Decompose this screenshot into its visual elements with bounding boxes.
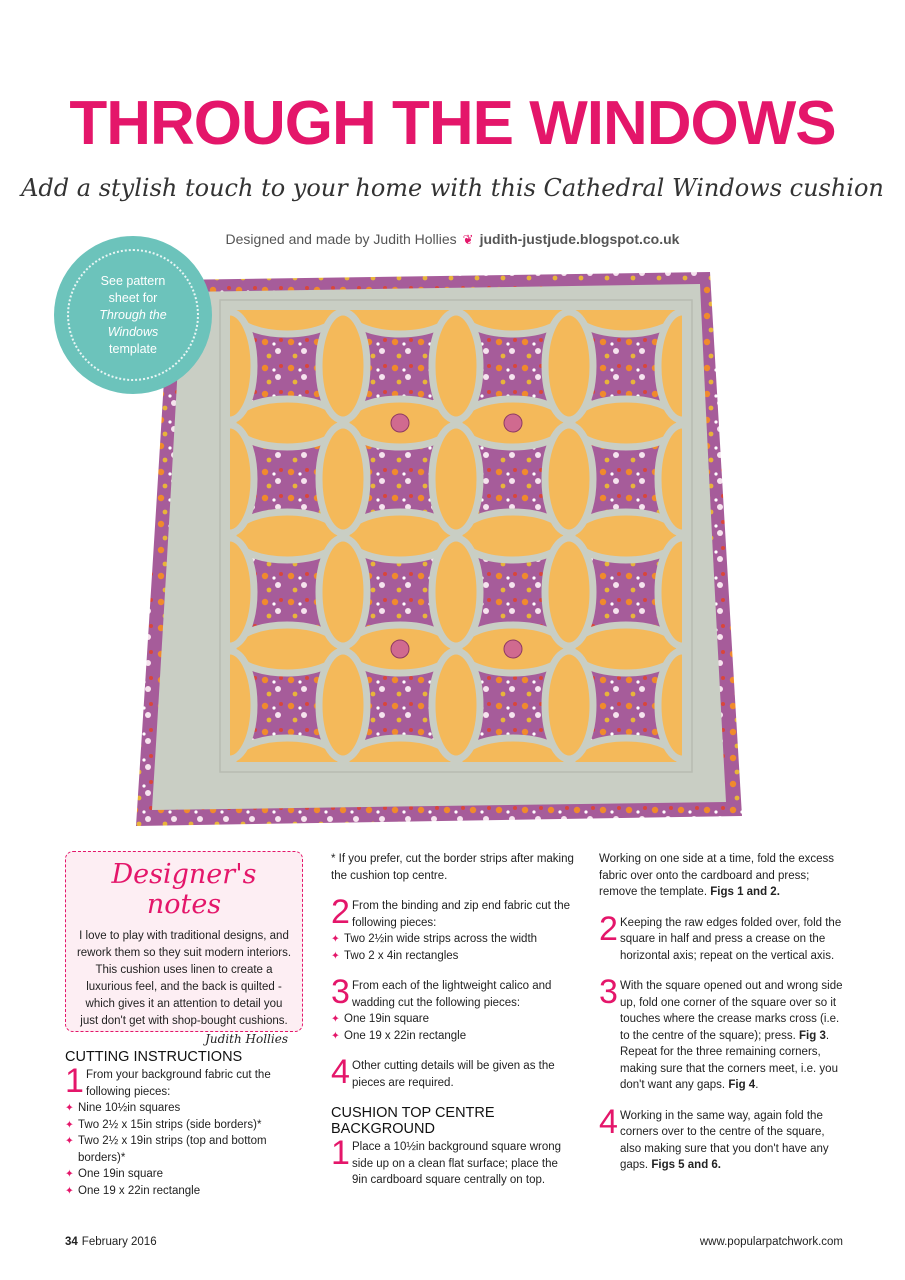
list-item: ✦ One 19in square — [331, 1011, 576, 1028]
issue-date: February 2016 — [81, 1236, 157, 1248]
list-item: ✦ One 19in square — [65, 1166, 305, 1183]
step-number: 3 — [331, 973, 350, 1011]
step-text-part: . Repeat for the three remaining corners, making sure that the corners meet, i.e. you don't want any gaps. — [620, 1029, 838, 1091]
list-item: ✦ Two 2½ x 15in strips (side borders)* — [65, 1117, 305, 1134]
cutting-heading: CUTTING INSTRUCTIONS — [65, 1049, 243, 1065]
subtitle: Add a stylish touch to your home with this Cathedral Windows cushion — [21, 174, 884, 202]
step-text-part: With the square opened out and wrong side up, fold one corner of the square over so it touches where the crease marks cross (i.e. to the centre of the square); press. — [620, 980, 843, 1042]
border-note: * If you prefer, cut the border strips after making the cushion top centre. — [331, 853, 574, 882]
list-item: ✦ Two 2½in wide strips across the width — [331, 931, 576, 948]
figure-ref: Fig 3 — [799, 1029, 826, 1042]
figure-ref: Fig 4 — [728, 1079, 756, 1091]
pattern-sheet-badge — [58, 240, 208, 390]
background-heading: CUSHION TOP CENTRE BACKGROUND — [331, 1105, 495, 1137]
cutting-step-2-list — [331, 931, 576, 964]
designer-notes-title: Designer's notes — [111, 859, 257, 920]
step-number: 2 — [599, 909, 618, 948]
website-link[interactable]: www.popularpatchwork.com — [699, 1236, 843, 1248]
step-number: 1 — [331, 1134, 350, 1172]
page-number: 34 — [65, 1236, 78, 1248]
designer-notes-box — [65, 851, 303, 1046]
paragraph-text: Working on one side at a time, fold the excess fabric over onto the cardboard and press; remove the template. — [599, 853, 835, 898]
step-number: 2 — [331, 893, 350, 931]
background-step-1 — [331, 1134, 576, 1189]
badge-line-1: See pattern — [100, 273, 166, 288]
step-text — [620, 1108, 844, 1174]
background-step-2 — [599, 909, 844, 965]
credit-text: Designed and made by Judith Hollies — [225, 231, 457, 247]
credit-url: judith-justjude.blogspot.co.uk — [479, 231, 680, 247]
background-step-3 — [599, 973, 844, 1094]
list-item: ✦ One 19 x 22in rectangle — [65, 1183, 305, 1200]
step-text-part: Working in the same way, again fold the corners over to the centre of the square, also making sure that you don't have any gaps. — [620, 1109, 829, 1171]
cutting-step-3 — [331, 973, 576, 1011]
step-number: 3 — [599, 973, 618, 1011]
step-number: 4 — [599, 1102, 618, 1141]
step-text: From each of the lightweight calico and wadding cut the following pieces: — [352, 980, 552, 1009]
cushion-photo — [130, 258, 770, 833]
background-step-4 — [599, 1102, 844, 1174]
step-number: 4 — [331, 1053, 350, 1091]
step-number: 1 — [65, 1062, 84, 1100]
cutting-step-1-list — [65, 1100, 305, 1199]
cutting-step-1 — [65, 1062, 305, 1100]
cutting-continued-column — [331, 851, 576, 1189]
badge-line-3: Through the — [99, 307, 167, 322]
step-text: With the square opened out and wrong side up, fold one corner of the square over so it touches where the crease marks cross (i.e. to the centre of the square); press. Fig 3. Repeat for the three remaining corners, making sure that the corners meet, i.e. you don't want any gaps. Fig 4. — [620, 980, 843, 1091]
designer-notes-body: I love to play with traditional designs, and rework them so they suit modern interiors. This cushion uses linen to create a luxurious feel, and the back is quilted - which gives it an attention to detail you just don't get with shop-bought cushions. — [76, 930, 292, 1027]
cutting-step-4 — [331, 1053, 576, 1091]
cutting-instructions-column — [65, 1049, 305, 1199]
step-text: Other cutting details will be given as the pieces are required. — [352, 1060, 555, 1089]
heart-icon: ❦ — [462, 232, 474, 247]
background-continued-column — [599, 851, 844, 1174]
list-item: ✦ Two 2 x 4in rectangles — [331, 948, 576, 965]
badge-line-2: sheet for — [108, 290, 158, 305]
page-title: THROUGH THE WINDOWS — [69, 89, 836, 158]
page-footer-left — [65, 1236, 157, 1248]
background-paragraph — [599, 851, 844, 901]
step-text: From your background fabric cut the following pieces: — [86, 1069, 271, 1098]
figure-ref: Figs 1 and 2. — [710, 886, 780, 898]
cushion-illustration — [130, 258, 770, 833]
designer-signature: Judith Hollies — [205, 1032, 288, 1046]
list-item: ✦ One 19 x 22in rectangle — [331, 1028, 576, 1045]
step-text: From the binding and zip end fabric cut the following pieces: — [352, 900, 570, 929]
figure-ref: Figs 5 and 6. — [651, 1159, 722, 1171]
step-text: Place a 10½in background square wrong side up on a clean flat surface; place the 9in cardboard square centrally on top. — [352, 1141, 562, 1186]
list-item: ✦ Nine 10½in squares — [65, 1100, 305, 1117]
badge-line-4: Windows — [107, 324, 159, 339]
list-item: ✦ Two 2½ x 19in strips (top and bottom borders)* — [65, 1133, 305, 1166]
cutting-step-3-list — [331, 1011, 576, 1044]
badge-line-5: template — [109, 341, 157, 356]
cutting-step-2 — [331, 893, 576, 931]
step-text: Keeping the raw edges folded over, fold the square in half and press a crease on the horizontal axis; repeat on the vertical axis. — [620, 916, 842, 962]
